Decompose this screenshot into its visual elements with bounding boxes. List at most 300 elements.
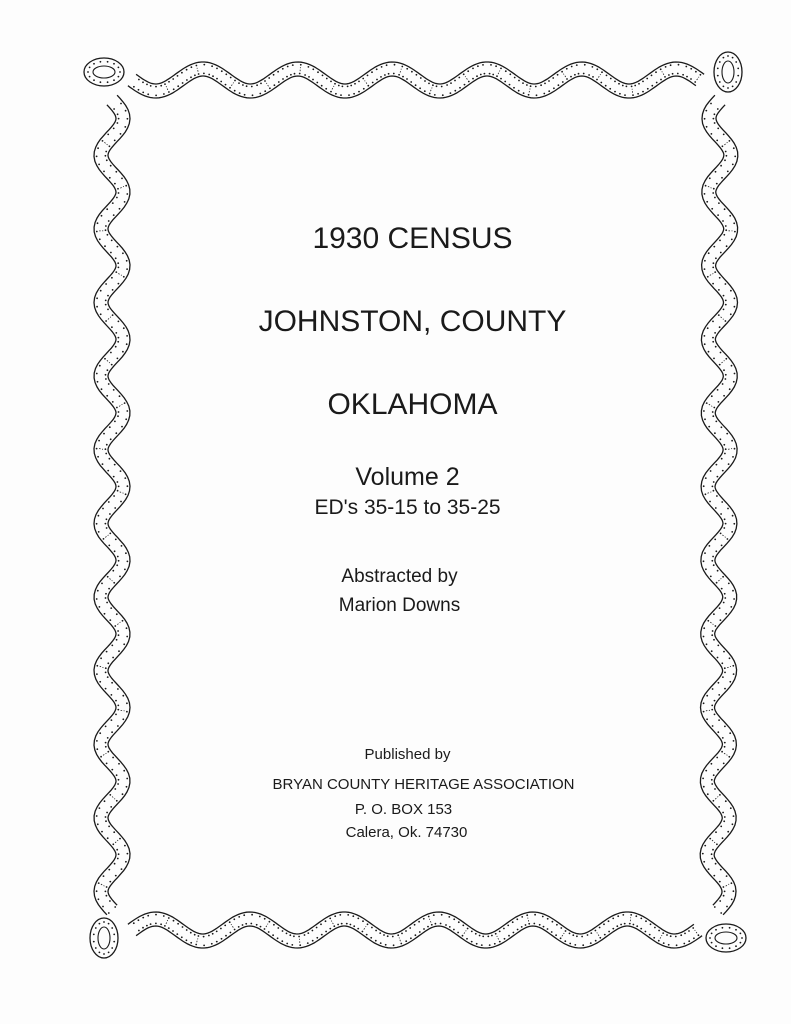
sprocket-dot <box>733 523 735 525</box>
sprocket-dot <box>290 74 292 76</box>
sprocket-dot <box>112 657 114 659</box>
sprocket-dot <box>683 943 685 945</box>
sprocket-dot <box>111 694 113 696</box>
sprocket-dot <box>724 891 726 893</box>
sprocket-dot <box>362 78 364 80</box>
sprocket-dot <box>118 118 120 120</box>
sprocket-dot <box>638 83 640 85</box>
sprocket-dot <box>653 937 655 939</box>
sprocket-dot <box>109 794 111 796</box>
sprocket-dot <box>405 940 407 942</box>
sprocket-dot <box>274 84 276 86</box>
sprocket-dot <box>416 74 418 76</box>
sprocket-dot <box>168 91 170 93</box>
sprocket-dot <box>441 86 443 88</box>
sprocket-dot <box>109 458 111 460</box>
sprocket-dot <box>446 84 448 86</box>
sprocket-dot <box>651 85 653 87</box>
sprocket-dot <box>731 882 733 884</box>
sprocket-dot <box>630 914 632 916</box>
sprocket-dot <box>115 539 117 541</box>
sprocket-dot <box>726 906 728 908</box>
sprocket-dot <box>388 73 390 75</box>
sprocket-dot <box>259 916 261 918</box>
sprocket-dot <box>582 944 584 946</box>
sprocket-dot <box>592 76 594 78</box>
sprocket-dot <box>307 932 309 934</box>
sprocket-dot <box>453 918 455 920</box>
sprocket-dot <box>725 283 727 285</box>
sprocket-dot <box>376 79 378 81</box>
sprocket-dot <box>337 924 339 926</box>
sprocket-dot <box>731 531 733 533</box>
sprocket-dot <box>432 84 434 86</box>
title-county: JOHNSTON, COUNTY <box>258 305 567 338</box>
sprocket-dot <box>708 868 710 870</box>
sprocket-dot <box>316 937 318 939</box>
sprocket-dot <box>105 523 107 525</box>
sprocket-dot <box>208 74 210 76</box>
sprocket-dot <box>304 74 306 76</box>
sprocket-dot <box>606 75 608 77</box>
sprocket-dot <box>198 73 200 75</box>
sprocket-dot <box>117 725 119 727</box>
sprocket-dot <box>712 192 714 194</box>
sprocket-dot <box>107 676 109 678</box>
sprocket-dot <box>713 358 715 360</box>
sprocket-dot <box>588 74 590 76</box>
sprocket-dot <box>177 85 179 87</box>
sprocket-dot <box>723 369 725 371</box>
sprocket-dot <box>601 71 603 73</box>
sprocket-dot <box>626 86 628 88</box>
sprocket-dot <box>562 81 564 83</box>
sprocket-dot <box>428 916 430 918</box>
sprocket-dot <box>203 936 205 938</box>
sprocket-dot <box>243 914 245 916</box>
sprocket-dot <box>424 80 426 82</box>
sprocket-dot <box>705 110 707 112</box>
sprocket-dot <box>348 94 350 96</box>
sprocket-dot <box>685 66 687 68</box>
sprocket-dot <box>316 82 318 84</box>
sprocket-dot <box>539 924 541 926</box>
sprocket-dot <box>127 561 129 563</box>
sprocket-dot <box>480 74 482 76</box>
sprocket-dot <box>534 914 536 916</box>
sprocket-dot <box>109 900 111 902</box>
sprocket-dot <box>168 927 170 929</box>
sprocket-dot <box>664 76 666 78</box>
sprocket-dot <box>715 346 717 348</box>
sprocket-dot <box>703 560 705 562</box>
sprocket-dot <box>118 267 120 269</box>
sprocket-dot <box>138 89 140 91</box>
sprocket-dot <box>329 918 331 920</box>
sprocket-dot <box>724 159 726 161</box>
sprocket-dot <box>320 923 322 925</box>
sprocket-dot <box>712 283 714 285</box>
sprocket-dot <box>484 73 486 75</box>
sprocket-dot <box>714 113 716 115</box>
sprocket-dot <box>434 94 436 96</box>
sprocket-dot <box>508 935 510 937</box>
sprocket-dot <box>109 619 111 621</box>
sprocket-dot <box>711 208 713 210</box>
sprocket-dot <box>98 164 100 166</box>
sprocket-dot <box>612 928 614 930</box>
sprocket-dot <box>654 927 656 929</box>
sprocket-dot <box>617 915 619 917</box>
sprocket-dot <box>730 290 732 292</box>
sprocket-dot <box>731 899 733 901</box>
sprocket-dot <box>216 941 218 943</box>
sprocket-dot <box>300 64 302 66</box>
sprocket-dot <box>716 183 718 185</box>
sprocket-dot <box>97 381 99 383</box>
sprocket-dot <box>362 931 364 933</box>
sprocket-dot <box>122 793 124 795</box>
corner-curl-bottom-right <box>706 924 746 952</box>
sprocket-dot <box>433 914 435 916</box>
sprocket-dot <box>711 133 713 135</box>
sprocket-dot <box>717 731 719 733</box>
sprocket-dot <box>111 682 113 684</box>
sprocket-dot <box>705 770 707 772</box>
sprocket-dot <box>335 93 337 95</box>
sprocket-dot <box>339 914 341 916</box>
sprocket-dot <box>722 145 724 147</box>
sprocket-dot <box>126 627 128 629</box>
sprocket-dot <box>712 556 714 558</box>
sprocket-dot <box>117 630 119 632</box>
sprocket-dot <box>354 83 356 85</box>
sprocket-dot <box>503 928 505 930</box>
sprocket-dot <box>475 933 477 935</box>
sprocket-dot <box>490 64 492 66</box>
sprocket-dot <box>725 151 727 153</box>
sprocket-dot <box>724 688 726 690</box>
sprocket-dot <box>709 545 711 547</box>
sprocket-dot <box>330 81 332 83</box>
sprocket-dot <box>688 940 690 942</box>
sprocket-dot <box>711 650 713 652</box>
sprocket-dot <box>723 295 725 297</box>
sprocket-dot <box>415 84 417 86</box>
sprocket-dot <box>381 66 383 68</box>
sprocket-dot <box>704 118 706 120</box>
sprocket-dot <box>495 65 497 67</box>
sprocket-dot <box>98 440 100 442</box>
sprocket-dot <box>453 929 455 931</box>
sprocket-dot <box>521 916 523 918</box>
eds-range: ED's 35-15 to 35-25 <box>314 496 501 519</box>
sprocket-dot <box>292 64 294 66</box>
sprocket-dot <box>442 94 444 96</box>
sprocket-dot <box>692 927 694 929</box>
sprocket-dot <box>203 73 205 75</box>
sprocket-dot <box>634 85 636 87</box>
sprocket-dot <box>704 268 706 270</box>
sprocket-dot <box>409 927 411 929</box>
sprocket-dot <box>721 662 723 664</box>
sprocket-dot <box>542 916 544 918</box>
sprocket-dot <box>155 914 157 916</box>
sprocket-dot <box>718 289 720 291</box>
sprocket-dot <box>423 918 425 920</box>
sprocket-dot <box>467 928 469 930</box>
sprocket-dot <box>260 83 262 85</box>
sprocket-dot <box>358 91 360 93</box>
sprocket-dot <box>720 438 722 440</box>
sprocket-dot <box>113 108 115 110</box>
sprocket-dot <box>714 271 716 273</box>
sprocket-dot <box>386 64 388 66</box>
sprocket-dot <box>384 74 386 76</box>
sprocket-dot <box>499 931 501 933</box>
sprocket-dot <box>115 432 117 434</box>
sprocket-dot <box>663 942 665 944</box>
sprocket-dot <box>544 83 546 85</box>
sprocket-dot <box>731 365 733 367</box>
sprocket-dot <box>105 374 107 376</box>
sprocket-dot <box>286 76 288 78</box>
sprocket-dot <box>435 923 437 925</box>
sprocket-dot <box>629 923 631 925</box>
sprocket-dot <box>718 719 720 721</box>
sprocket-dot <box>714 539 716 541</box>
sprocket-dot <box>107 737 109 739</box>
sprocket-dot <box>212 933 214 935</box>
sprocket-dot <box>334 915 336 917</box>
sprocket-dot <box>96 297 98 299</box>
sprocket-dot <box>176 933 178 935</box>
sprocket-dot <box>720 352 722 354</box>
publisher-name: BRYAN COUNTY HERITAGE ASSOCIATION <box>272 776 575 793</box>
author-name: Marion Downs <box>338 595 461 616</box>
sprocket-dot <box>666 934 668 936</box>
sprocket-dot <box>370 937 372 939</box>
sprocket-dot <box>464 84 466 86</box>
sprocket-dot <box>720 533 722 535</box>
sprocket-dot <box>516 918 518 920</box>
sprocket-dot <box>723 651 725 653</box>
sprocket-dot <box>678 64 680 66</box>
sprocket-dot <box>114 140 116 142</box>
sprocket-dot <box>97 147 99 149</box>
sprocket-dot <box>558 84 560 86</box>
sprocket-dot <box>707 793 709 795</box>
sprocket-dot <box>133 922 135 924</box>
sprocket-dot <box>120 133 122 135</box>
sprocket-dot <box>468 81 470 83</box>
sprocket-dot <box>286 943 288 945</box>
sprocket-dot <box>718 694 720 696</box>
sprocket-dot <box>234 90 236 92</box>
sprocket-dot <box>133 86 135 88</box>
sprocket-dot <box>116 639 118 641</box>
sprocket-dot <box>113 214 115 216</box>
sprocket-dot <box>160 85 162 87</box>
sprocket-dot <box>105 283 107 285</box>
sprocket-dot <box>719 900 721 902</box>
publisher-po-box: P. O. BOX 153 <box>354 801 453 818</box>
sprocket-dot <box>163 915 165 917</box>
sprocket-dot <box>110 165 112 167</box>
sprocket-dot <box>706 201 708 203</box>
sprocket-dot <box>329 928 331 930</box>
sprocket-dot <box>238 926 240 928</box>
sprocket-dot <box>299 73 301 75</box>
sprocket-dot <box>672 73 674 75</box>
sprocket-dot <box>291 944 293 946</box>
sprocket-dot <box>624 94 626 96</box>
sprocket-dot <box>547 928 549 930</box>
sprocket-dot <box>293 935 295 937</box>
sprocket-dot <box>118 763 120 765</box>
sprocket-dot <box>268 931 270 933</box>
sprocket-dot <box>155 923 157 925</box>
sprocket-dot <box>428 83 430 85</box>
sprocket-dot <box>125 552 127 554</box>
sprocket-dot <box>138 930 140 932</box>
sprocket-dot <box>632 94 634 96</box>
sprocket-dot <box>230 932 232 934</box>
sprocket-dot <box>600 82 602 84</box>
sprocket-dot <box>190 76 192 78</box>
sprocket-dot <box>492 74 494 76</box>
sprocket-dot <box>216 78 218 80</box>
sprocket-dot <box>100 290 102 292</box>
sprocket-dot <box>125 493 127 495</box>
sprocket-dot <box>312 79 314 81</box>
sprocket-dot <box>723 527 725 529</box>
sprocket-dot <box>704 193 706 195</box>
sprocket-dot <box>714 432 716 434</box>
sprocket-dot <box>150 923 152 925</box>
sprocket-dot <box>109 881 111 883</box>
sprocket-dot <box>536 94 538 96</box>
sprocket-dot <box>326 78 328 80</box>
sprocket-dot <box>350 924 352 926</box>
sprocket-dot <box>221 70 223 72</box>
sprocket-dot <box>216 68 218 70</box>
sprocket-dot <box>716 140 718 142</box>
sprocket-dot <box>120 103 122 105</box>
sprocket-dot <box>346 923 348 925</box>
sprocket-dot <box>530 85 532 87</box>
sprocket-dot <box>406 78 408 80</box>
sprocket-dot <box>690 68 692 70</box>
sprocket-dot <box>711 709 713 711</box>
sprocket-dot <box>703 711 705 713</box>
sprocket-dot <box>220 928 222 930</box>
sprocket-dot <box>584 64 586 66</box>
sprocket-dot <box>107 369 109 371</box>
sprocket-dot <box>121 868 123 870</box>
sprocket-dot <box>182 82 184 84</box>
sprocket-dot <box>121 545 123 547</box>
sprocket-dot <box>394 64 396 66</box>
sprocket-dot <box>96 373 98 375</box>
sprocket-dot <box>198 935 200 937</box>
sprocket-dot <box>587 934 589 936</box>
sprocket-dot <box>264 80 266 82</box>
sprocket-dot <box>729 215 731 217</box>
sprocket-dot <box>123 643 125 645</box>
sprocket-dot <box>312 930 314 932</box>
sprocket-dot <box>106 651 108 653</box>
sprocket-dot <box>105 448 107 450</box>
sprocket-dot <box>105 820 107 822</box>
sprocket-dot <box>481 944 483 946</box>
sprocket-dot <box>304 934 306 936</box>
sprocket-dot <box>418 921 420 923</box>
sprocket-dot <box>182 926 184 928</box>
sprocket-dot <box>463 73 465 75</box>
sprocket-dot <box>717 769 719 771</box>
sprocket-dot <box>181 72 183 74</box>
sprocket-dot <box>415 934 417 936</box>
sprocket-dot <box>126 260 128 262</box>
sprocket-dot <box>316 927 318 929</box>
sprocket-dot <box>712 267 714 269</box>
sprocket-dot <box>117 556 119 558</box>
sprocket-dot <box>708 351 710 353</box>
sprocket-dot <box>721 177 723 179</box>
sprocket-dot <box>561 71 563 73</box>
sprocket-dot <box>543 93 545 95</box>
sprocket-dot <box>723 820 725 822</box>
sprocket-dot <box>96 665 98 667</box>
sprocket-dot <box>717 127 719 129</box>
sprocket-dot <box>115 875 117 877</box>
sprocket-dot <box>342 86 344 88</box>
sprocket-dot <box>308 66 310 68</box>
sprocket-dot <box>163 93 165 95</box>
sprocket-dot <box>557 74 559 76</box>
sprocket-dot <box>410 81 412 83</box>
sprocket-dot <box>705 185 707 187</box>
sprocket-dot <box>115 346 117 348</box>
title-state: OKLAHOMA <box>327 388 498 421</box>
sprocket-dot <box>500 68 502 70</box>
sprocket-dot <box>599 927 601 929</box>
sprocket-dot <box>719 364 721 366</box>
sprocket-dot <box>471 941 473 943</box>
sprocket-dot <box>239 92 241 94</box>
sprocket-dot <box>273 74 275 76</box>
sprocket-dot <box>96 890 98 892</box>
sprocket-dot <box>732 164 734 166</box>
sprocket-dot <box>97 456 99 458</box>
sprocket-dot <box>114 183 116 185</box>
sprocket-dot <box>398 74 400 76</box>
sprocket-dot <box>96 673 98 675</box>
sprocket-dot <box>556 924 558 926</box>
sprocket-dot <box>250 923 252 925</box>
sprocket-dot <box>229 87 231 89</box>
sprocket-dot <box>98 898 100 900</box>
sprocket-dot <box>694 81 696 83</box>
sprocket-dot <box>479 935 481 937</box>
sprocket-dot <box>367 85 369 87</box>
sprocket-dot <box>103 538 105 540</box>
sprocket-dot <box>160 923 162 925</box>
sprocket-dot <box>112 289 114 291</box>
sprocket-dot <box>111 364 113 366</box>
sprocket-dot <box>126 711 128 713</box>
